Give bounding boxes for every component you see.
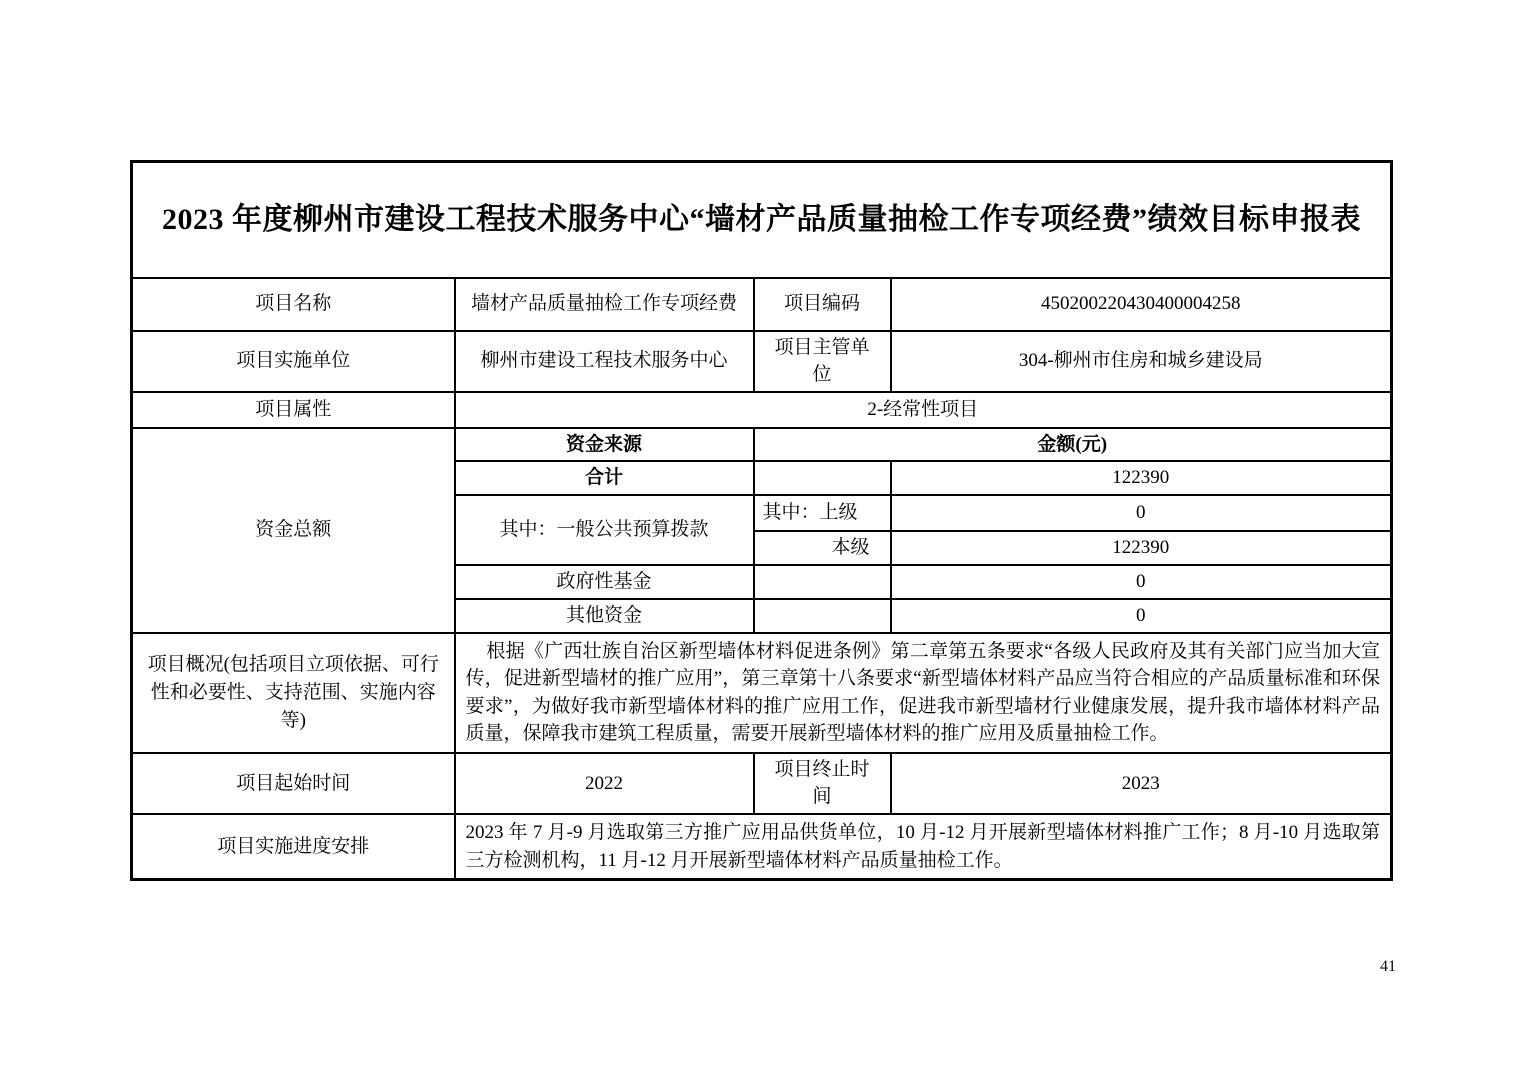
upper-level-label: 其中：上级 [754, 495, 891, 531]
implement-unit-value: 柳州市建设工程技术服务中心 [455, 331, 754, 392]
local-level-label: 本级 [754, 531, 891, 565]
supervisor-unit-label: 项目主管单位 [754, 331, 891, 392]
funding-source-header: 资金来源 [455, 428, 754, 462]
start-time-label: 项目起始时间 [132, 753, 455, 814]
gov-fund-amount: 0 [891, 565, 1392, 599]
end-time-label: 项目终止时间 [754, 753, 891, 814]
funding-amount-header: 金额(元) [754, 428, 1392, 462]
attribute-label: 项目属性 [132, 392, 455, 428]
project-code-value: 450200220430400004258 [891, 278, 1392, 331]
empty-spacer-cell [754, 461, 891, 495]
schedule-label: 项目实施进度安排 [132, 814, 455, 880]
upper-level-amount: 0 [891, 495, 1392, 531]
other-fund-amount: 0 [891, 599, 1392, 633]
start-time-value: 2022 [455, 753, 754, 814]
project-name-value: 墙材产品质量抽检工作专项经费 [455, 278, 754, 331]
schedule-content: 2023 年 7 月-9 月选取第三方推广应用品供货单位，10 月-12 月开展新型墙体材料推广工作；8 月-10 月选取第三方检测机构，11 月-12 月开展新型墙体材料产品质量抽检工作。 [455, 814, 1392, 880]
funding-total-amount: 122390 [891, 461, 1392, 495]
performance-target-form [130, 160, 1393, 881]
attribute-value: 2-经常性项目 [455, 392, 1392, 428]
page-number: 41 [1380, 958, 1396, 975]
funding-total-row-label: 合计 [455, 461, 754, 495]
empty-spacer-cell [754, 599, 891, 633]
funding-total-label: 资金总额 [132, 428, 455, 633]
project-code-label: 项目编码 [754, 278, 891, 331]
local-level-amount: 122390 [891, 531, 1392, 565]
form-title: 2023 年度柳州市建设工程技术服务中心“墙材产品质量抽检工作专项经费”绩效目标申报表 [132, 162, 1392, 278]
overview-label: 项目概况(包括项目立项依据、可行性和必要性、支持范围、实施内容等) [132, 633, 455, 753]
implement-unit-label: 项目实施单位 [132, 331, 455, 392]
end-time-value: 2023 [891, 753, 1392, 814]
gov-fund-label: 政府性基金 [455, 565, 754, 599]
other-fund-label: 其他资金 [455, 599, 754, 633]
supervisor-unit-value: 304-柳州市住房和城乡建设局 [891, 331, 1392, 392]
general-budget-label: 其中：一般公共预算拨款 [455, 495, 754, 565]
overview-content: 根据《广西壮族自治区新型墙体材料促进条例》第二章第五条要求“各级人民政府及其有关部门应当加大宣传，促进新型墙材的推广应用”，第三章第十八条要求“新型墙体材料产品应当符合相应的产品质量标准和环保要求”，为做好我市新型墙体材料的推广应用工作，促进我市新型墙材行业健康发展，提升我市墙体材料产品质量，保障我市建筑工程质量，需要开展新型墙体材料的推广应用及质量抽检工作。 [455, 633, 1392, 753]
project-name-label: 项目名称 [132, 278, 455, 331]
empty-spacer-cell [754, 565, 891, 599]
